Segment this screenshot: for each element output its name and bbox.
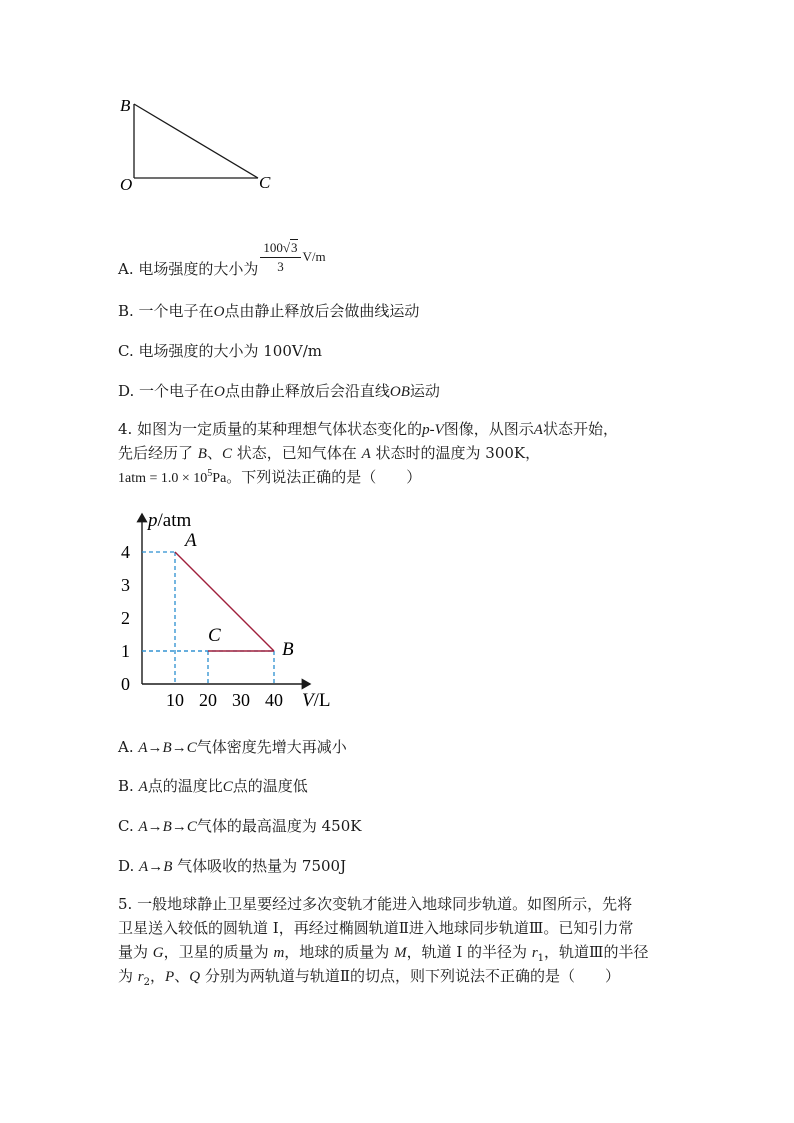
q4-l2-a: 先后经历了 [118,444,194,462]
q5-l4-b: ， [150,967,166,985]
q4-option-a [118,736,347,757]
q5-l3-r1-sub: 1 [537,953,545,964]
point-label-b: B [282,639,294,660]
q5-l3-a: 量为 [118,943,149,961]
q4-option-b [118,775,308,796]
q4-l3-exp: 5 [207,468,213,479]
q4-d-path: A→B [139,859,173,875]
q4-l1-var: A [533,422,543,438]
q5-line4 [118,965,620,988]
triangle-side-bc [134,104,258,178]
q5-l3-b: ，卫星的质量为 [163,943,269,961]
q4-b-var1: A [138,779,148,795]
q4-stem-line1 [118,418,618,439]
q3-option-a-fraction: $\frac{100√3}{3}$ [260,239,300,275]
q5-l4-r2: r [137,969,144,985]
q4-l3-math-a: 1atm = 1.0 × 10 [118,471,208,486]
q5-l3-e: ，轨道Ⅲ的半径 [544,943,649,961]
q5-l4-r2-sub: 2 [143,977,151,988]
q4-l2-c: 状态时的温度为 300K， [375,444,541,462]
frac-coef: 100 [263,240,283,255]
q4-l1-pv: p-V [422,422,444,438]
q4-l2-b: 状态，已知气体在 [236,444,357,462]
state-line-ab [175,552,274,651]
q3-option-a-text: A. 电场强度的大小为 [118,259,259,278]
q4-b-var2: C [222,779,233,795]
q3-option-b-suffix: 点由静止释放后会做曲线运动 [224,302,420,320]
q5-line3 [118,941,649,964]
q4-stem-line2 [118,442,540,463]
label-c: C [259,173,271,192]
q3-option-b [118,300,419,321]
q5-line1: 5. 一般地球静止卫星要经过多次变轨才能进入地球同步轨道。如图所示，先将 [118,895,633,913]
q4-l2-bvar: B [197,446,207,462]
y-axis-label-unit: /atm [157,510,192,531]
q5-l4-q: Q [189,969,201,985]
q4-l3-text: 。下列说法正确的是（ ） [226,468,422,486]
y-axis-label-var: p [148,510,158,531]
q3-option-d-suffix: 运动 [409,382,440,400]
x-tick-label: 10 [166,690,184,710]
q5-line2: 卫星送入较低的圆轨道 I，再经过椭圆轨道Ⅱ进入地球同步轨道Ⅲ。已知引力常 [118,919,634,937]
q4-b-mid: 点的温度比 [147,777,223,795]
q3-option-d-var1: O [214,384,225,400]
q5-l3-d: ，轨道 I 的半径为 [406,943,528,961]
q4-option-c [118,815,361,836]
q4-a-label: A. [118,738,134,756]
y-tick-label: 3 [121,575,130,595]
x-axis-label [302,690,331,711]
q4-l2-sep: 、 [206,444,222,462]
q4-l1-b: 图像，从图示 [443,420,534,438]
y-tick-label: 2 [121,608,130,628]
q3-option-c: C. 电场强度的大小为 100V/m [118,342,322,360]
q4-c-text: 气体的最高温度为 450K [196,817,362,835]
x-axis-label-var: V [302,690,314,711]
q5-l4-p: P [165,969,175,985]
q5-l3-c: ，地球的质量为 [284,943,390,961]
q3-option-d-prefix: D. 一个电子在 [118,382,215,400]
q3-option-d-mid: 点由静止释放后会沿直线 [224,382,390,400]
q5-l3-r1: r [531,945,538,961]
x-tick-label: 30 [232,690,250,710]
y-tick-label: 1 [121,641,130,661]
pv-chart [110,500,350,720]
frac-sqrt: 3 [291,240,298,255]
x-axis-label-unit: /L [313,690,331,711]
point-label-a: A [185,530,197,551]
q5-l4-c: 分别为两轨道与轨道Ⅱ的切点，则下列说法不正确的是（ ） [204,967,621,985]
q5-l3-m: m [273,945,285,961]
q4-b-suffix: 点的温度低 [232,777,308,795]
triangle-figure [110,92,290,202]
q4-l3-math-b: Pa [212,471,227,486]
q4-d-text: 气体吸收的热量为 7500J [177,857,347,875]
label-b: B [120,96,131,115]
q3-option-a-unit: V/m [302,249,326,264]
q4-a-text: 气体密度先增大再减小 [196,738,347,756]
q3-option-d-var2: OB [389,384,410,400]
q4-c-path: A→B→C [138,819,197,835]
q4-l2-avar: A [361,446,371,462]
q4-l1-c: 状态开始， [542,420,618,438]
q4-l2-cvar: C [221,446,232,462]
x-tick-label: 40 [265,690,283,710]
q4-b-label: B. [118,777,134,795]
q4-stem-line3 [118,466,421,487]
y-tick-label: 4 [121,542,130,562]
label-o: O [120,175,133,194]
q3-option-d [118,380,440,401]
q5-l4-sep: 、 [174,967,190,985]
q5-l3-g: G [152,945,164,961]
q4-d-label: D. [118,857,135,875]
q3-option-b-var: O [213,304,225,320]
q4-l1-a: 4. 如图为一定质量的某种理想气体状态变化的 [118,420,423,438]
frac-den: 3 [277,259,284,274]
x-tick-label: 20 [199,690,217,710]
q3-option-a [118,232,326,282]
q3-option-b-prefix: B. 一个电子在 [118,302,214,320]
q5-l4-a: 为 [118,967,134,985]
q4-a-path: A→B→C [138,740,197,756]
y-axis-label [146,510,191,531]
point-label-c: C [208,625,221,646]
y-tick-label: 0 [121,674,130,694]
q4-c-label: C. [118,817,134,835]
q4-option-d [118,855,346,876]
q5-l3-mm: M [394,945,407,961]
